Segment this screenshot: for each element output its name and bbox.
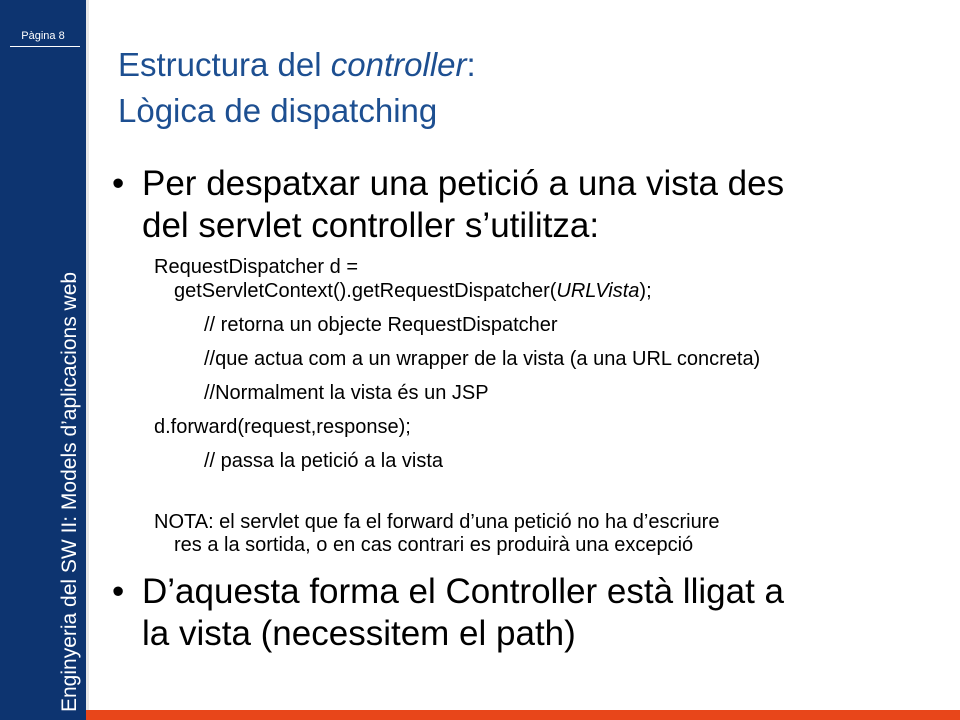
slide-content (112, 163, 952, 655)
course-title: Enginyeria del SW II: Models d’aplicacions web (58, 271, 81, 712)
code-line: getServletContext().getRequestDispatcher(URLVista); (174, 280, 652, 302)
code-line: RequestDispatcher d = (154, 256, 359, 278)
bullet-2: • D’aquesta forma el Controller està lligat a la vista (necessitem el path) (112, 572, 784, 653)
slide-title-line2: Lògica de dispatching (118, 92, 438, 129)
page-number: Pàgina 8 (21, 30, 65, 42)
code-comment: //que actua com a un wrapper de la vista (a una URL concreta) (204, 348, 761, 370)
code-block (112, 255, 952, 473)
sidebar-edge (86, 0, 89, 720)
code-line: d.forward(request,response); (154, 416, 411, 438)
slide-title (118, 42, 476, 134)
code-comment: // retorna un objecte RequestDispatcher (204, 314, 558, 336)
bullet-dot: • (112, 572, 125, 611)
code-comment: // passa la petició a la vista (204, 450, 444, 472)
bullet-1: • Per despatxar una petició a una vista des del servlet controller s’utilitza: (112, 164, 785, 245)
code-comment: //Normalment la vista és un JSP (204, 382, 489, 404)
page-number-divider (10, 46, 80, 47)
note: NOTA: el servlet que fa el forward d’una petició no ha d’escriure res a la sortida, o en cas contrari es produirà una excepció (154, 511, 720, 556)
bullet-dot: • (112, 164, 125, 203)
slide-title-line1: Estructura del controller: (118, 46, 476, 83)
title-italic-word: controller (330, 46, 467, 83)
bottom-accent-bar (86, 710, 960, 720)
